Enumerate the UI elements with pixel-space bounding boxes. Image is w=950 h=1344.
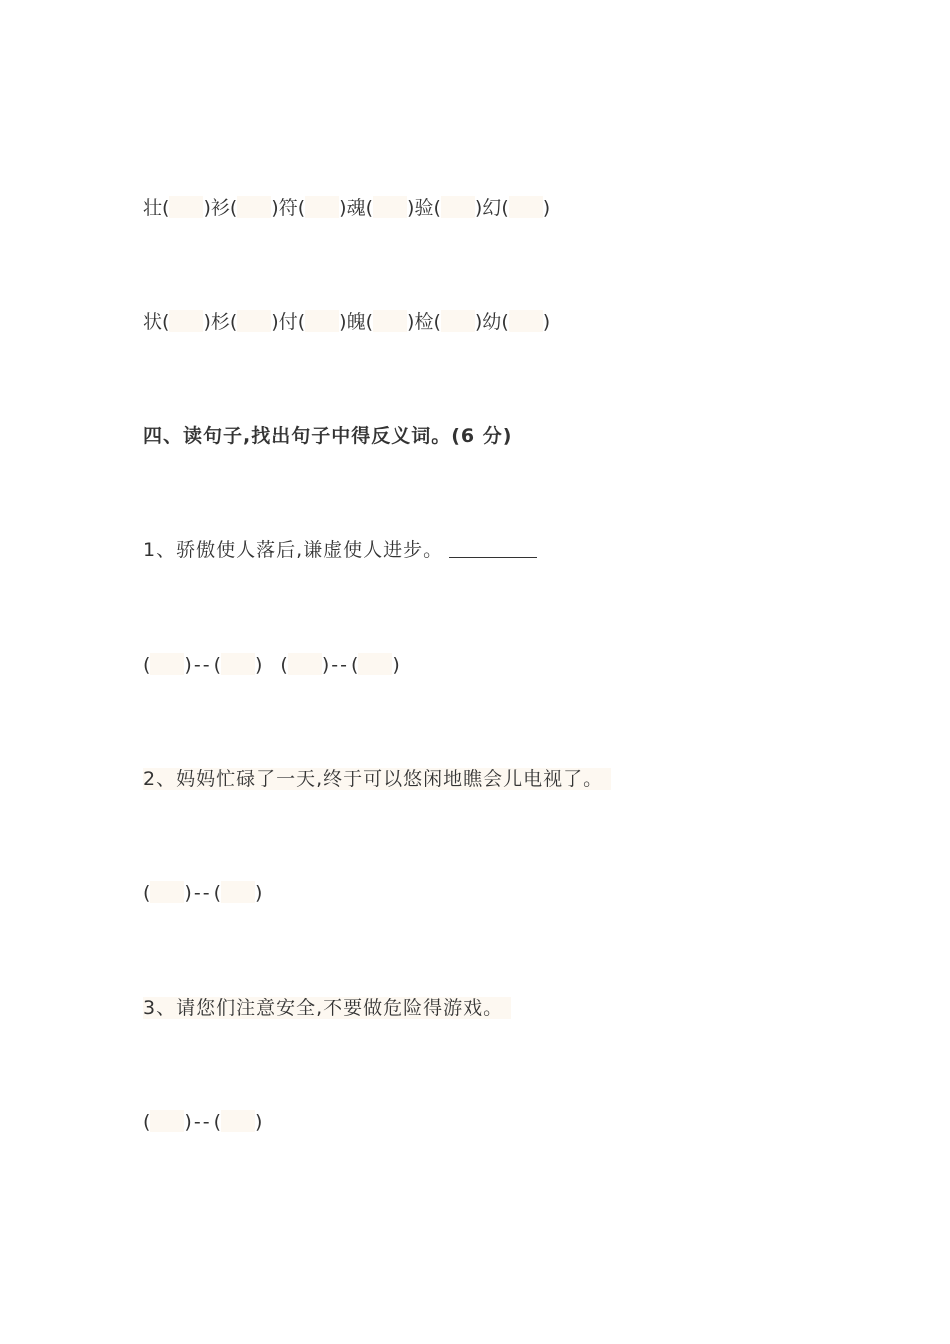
char: 验 [414,197,434,219]
answer-paren[interactable]: ( ) [162,197,211,219]
question-text: 1、骄傲使人落后,谦虚使人进步。 [143,539,444,561]
question-1 [143,537,537,563]
char: 检 [414,311,434,333]
answer-paren[interactable]: ( ) [297,197,347,219]
char: 符 [278,197,298,219]
answer-blank[interactable] [373,310,407,332]
answer-paren[interactable]: ( ) [229,311,279,333]
answer-paren[interactable]: ( ) [433,311,483,333]
answer-underline[interactable] [449,537,537,558]
answer-row-2 [143,880,262,906]
answer-paren[interactable]: ( ) [213,654,263,676]
dash: -- [193,654,212,676]
answer-blank[interactable] [358,653,392,675]
answer-paren[interactable]: ( ) [162,311,211,333]
answer-blank[interactable] [441,310,475,332]
answer-paren[interactable]: ( ) [350,654,400,676]
answer-blank[interactable] [150,881,184,903]
answer-blank[interactable] [221,653,255,675]
answer-blank[interactable] [150,1110,184,1132]
section-heading: 四、读句子,找出句子中得反义词。(6 分) [143,425,513,447]
answer-paren[interactable]: ( ) [213,882,263,904]
answer-blank[interactable] [221,881,255,903]
answer-blank[interactable] [237,196,271,218]
answer-paren[interactable]: ( ) [365,197,415,219]
answer-paren[interactable]: ( ) [143,882,192,904]
question-text: 2、妈妈忙碌了一天,终于可以悠闲地瞧会儿电视了。 [143,768,611,790]
answer-paren[interactable]: ( ) [143,1111,192,1133]
char-row-1 [143,195,550,221]
char: 壮 [143,197,163,219]
answer-blank[interactable] [509,310,543,332]
char: 衫 [210,197,230,219]
answer-paren[interactable]: ( ) [143,654,192,676]
answer-paren[interactable]: ( ) [501,311,551,333]
char: 幼 [482,311,502,333]
answer-blank[interactable] [221,1110,255,1132]
answer-blank[interactable] [288,653,322,675]
answer-blank[interactable] [441,196,475,218]
answer-blank[interactable] [305,310,339,332]
answer-paren[interactable]: ( ) [213,1111,263,1133]
answer-blank[interactable] [169,310,203,332]
answer-paren[interactable]: ( ) [501,197,551,219]
question-2 [143,766,611,792]
answer-paren[interactable]: ( ) [229,197,279,219]
answer-blank[interactable] [169,196,203,218]
answer-blank[interactable] [237,310,271,332]
dash: -- [331,654,349,676]
answer-blank[interactable] [305,196,339,218]
char: 杉 [210,311,230,333]
char-row-2 [143,309,550,335]
dash: -- [193,882,212,904]
answer-row-3 [143,1109,262,1135]
answer-blank[interactable] [509,196,543,218]
answer-paren[interactable]: ( ) [297,311,347,333]
char: 幻 [482,197,502,219]
answer-paren[interactable]: ( ) [433,197,483,219]
char: 付 [278,311,298,333]
question-3 [143,995,511,1021]
dash: -- [193,1111,212,1133]
char: 魄 [346,311,366,333]
answer-blank[interactable] [150,653,184,675]
answer-paren[interactable]: ( ) [280,654,330,676]
answer-row-1 [143,652,400,678]
answer-blank[interactable] [373,196,407,218]
char: 魂 [346,197,366,219]
answer-paren[interactable]: ( ) [365,311,415,333]
question-text: 3、请您们注意安全,不要做危险得游戏。 [143,997,511,1019]
char: 状 [143,311,163,333]
